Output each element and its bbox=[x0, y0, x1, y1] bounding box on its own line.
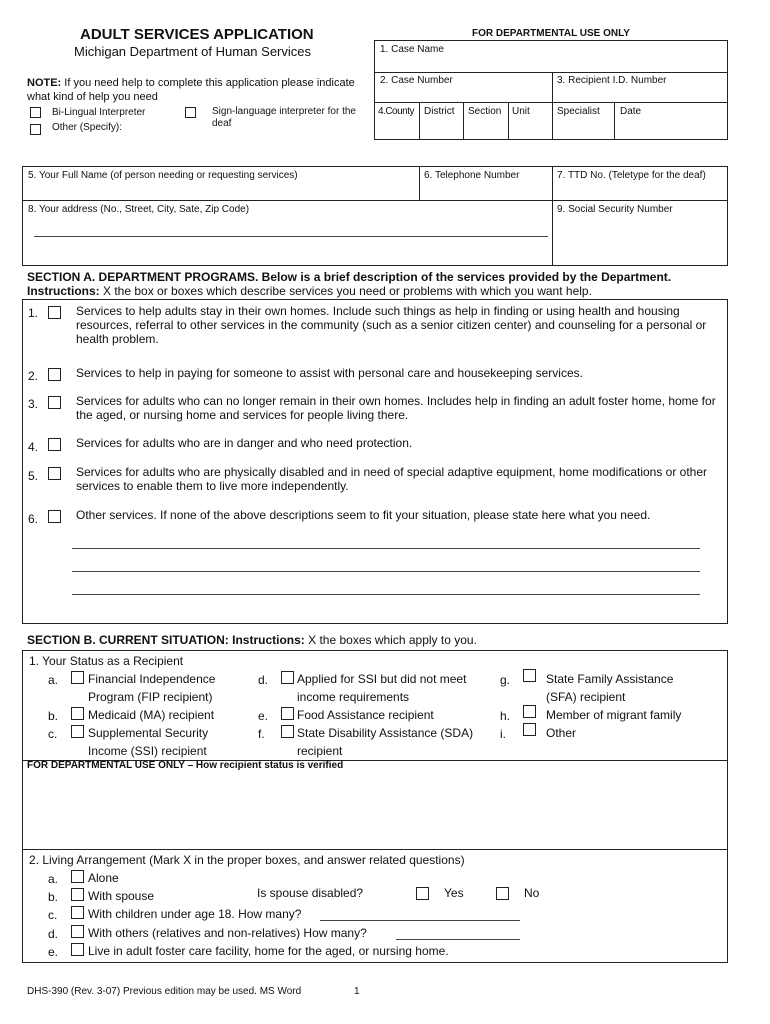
program-4-number: 4. bbox=[28, 440, 39, 454]
program-1-text: Services to help adults stay in their own homes. Include such things as help in finding or using health and housing resources, referral to other services in the community (such as a senior citizen center) and counseling for a personal or health problem. bbox=[76, 304, 707, 346]
living-facility-checkbox[interactable] bbox=[71, 943, 84, 956]
full-name-field[interactable]: 5. Your Full Name (of person needing or requesting services) bbox=[28, 170, 298, 181]
status-fip-checkbox[interactable] bbox=[71, 671, 84, 684]
program-5-number: 5. bbox=[28, 469, 39, 483]
section-a-instructions: Instructions: X the box or boxes which describe services you need or problems with which you want help. bbox=[27, 284, 592, 298]
spouse-disabled-yes-label: Yes bbox=[444, 886, 464, 900]
section-b-heading: SECTION B. CURRENT SITUATION: Instructions: X the boxes which apply to you. bbox=[27, 633, 477, 647]
departmental-box bbox=[374, 40, 728, 140]
spouse-disabled-yes-checkbox[interactable] bbox=[416, 887, 429, 900]
program-1-checkbox[interactable] bbox=[48, 306, 61, 319]
sign-language-label: Sign-language interpreter for the deaf bbox=[212, 106, 356, 129]
status-d-letter: d. bbox=[258, 673, 269, 687]
verify-status-label: FOR DEPARTMENTAL USE ONLY – How recipient status is verified bbox=[27, 760, 344, 771]
living-facility-label: Live in adult foster care facility, home for the aged, or nursing home. bbox=[88, 944, 449, 958]
status-other-label: Other bbox=[546, 726, 577, 740]
form-number: DHS-390 (Rev. 3-07) Previous edition may be used. MS Word bbox=[27, 986, 302, 997]
other-services-line-1[interactable] bbox=[72, 548, 700, 549]
form-subtitle: Michigan Department of Human Services bbox=[74, 44, 311, 59]
other-services-line-2[interactable] bbox=[72, 571, 700, 572]
recipient-id-field[interactable]: 3. Recipient I.D. Number bbox=[557, 75, 667, 86]
living-spouse-checkbox[interactable] bbox=[71, 888, 84, 901]
status-medicaid-checkbox[interactable] bbox=[71, 707, 84, 720]
program-5-text: Services for adults who are physically disabled and in need of special adaptive equipment, home modifications or other services to enable them to live more independently. bbox=[76, 465, 708, 493]
status-ssi-label-2: Income (SSI) recipient bbox=[88, 744, 207, 758]
status-f-letter: f. bbox=[258, 727, 265, 741]
status-fip-label-1: Financial Independence bbox=[88, 672, 216, 686]
status-g-letter: g. bbox=[500, 673, 511, 687]
living-b-letter: b. bbox=[48, 890, 59, 904]
living-d-letter: d. bbox=[48, 927, 59, 941]
sign-language-checkbox[interactable] bbox=[185, 107, 196, 118]
living-alone-checkbox[interactable] bbox=[71, 870, 84, 883]
status-food-label: Food Assistance recipient bbox=[297, 708, 434, 722]
status-title: 1. Your Status as a Recipient bbox=[29, 654, 184, 668]
program-6-number: 6. bbox=[28, 512, 39, 526]
program-2-checkbox[interactable] bbox=[48, 368, 61, 381]
living-children-checkbox[interactable] bbox=[71, 906, 84, 919]
section-a-box bbox=[22, 299, 728, 624]
living-title: 2. Living Arrangement (Mark X in the proper boxes, and answer related questions) bbox=[29, 853, 465, 867]
bilingual-checkbox[interactable] bbox=[30, 107, 41, 118]
page-number: 1 bbox=[354, 986, 360, 997]
status-ssi-applied-checkbox[interactable] bbox=[281, 671, 294, 684]
status-i-letter: i. bbox=[500, 727, 506, 741]
status-ssi-label-1: Supplemental Security bbox=[88, 726, 209, 740]
others-count-line[interactable] bbox=[396, 939, 520, 940]
status-sda-label-1: State Disability Assistance (SDA) bbox=[297, 726, 474, 740]
section-field[interactable]: Section bbox=[468, 106, 502, 117]
county-field[interactable]: 4.County bbox=[378, 106, 415, 117]
living-children-label: With children under age 18. How many? bbox=[88, 907, 302, 921]
status-a-letter: a. bbox=[48, 673, 59, 687]
status-fip-label-2: Program (FIP recipient) bbox=[88, 690, 213, 704]
other-help-checkbox[interactable] bbox=[30, 124, 41, 135]
living-c-letter: c. bbox=[48, 908, 58, 922]
date-field[interactable]: Date bbox=[620, 106, 642, 117]
living-alone-label: Alone bbox=[88, 871, 119, 885]
status-c-letter: c. bbox=[48, 727, 58, 741]
status-ssi-applied-label-2: income requirements bbox=[297, 690, 410, 704]
living-e-letter: e. bbox=[48, 945, 59, 959]
ttd-field[interactable]: 7. TTD No. (Teletype for the deaf) bbox=[557, 170, 706, 181]
other-specify-label: Other (Specify): bbox=[52, 122, 123, 133]
other-services-line-3[interactable] bbox=[72, 594, 700, 595]
status-food-checkbox[interactable] bbox=[281, 707, 294, 720]
status-sfa-label-1: State Family Assistance bbox=[546, 672, 674, 686]
bilingual-label: Bi-Lingual Interpreter bbox=[52, 107, 146, 118]
program-3-checkbox[interactable] bbox=[48, 396, 61, 409]
program-2-number: 2. bbox=[28, 369, 39, 383]
living-others-checkbox[interactable] bbox=[71, 925, 84, 938]
address-line bbox=[34, 236, 548, 237]
status-medicaid-label: Medicaid (MA) recipient bbox=[88, 708, 215, 722]
telephone-field[interactable]: 6. Telephone Number bbox=[424, 170, 520, 181]
program-6-checkbox[interactable] bbox=[48, 510, 61, 523]
form-title: ADULT SERVICES APPLICATION bbox=[80, 26, 314, 43]
living-others-label: With others (relatives and non-relatives) How many? bbox=[88, 926, 367, 940]
spouse-disabled-no-checkbox[interactable] bbox=[496, 887, 509, 900]
case-name-field[interactable]: 1. Case Name bbox=[380, 44, 444, 55]
program-5-checkbox[interactable] bbox=[48, 467, 61, 480]
children-count-line[interactable] bbox=[320, 920, 520, 921]
living-a-letter: a. bbox=[48, 872, 59, 886]
status-sda-checkbox[interactable] bbox=[281, 725, 294, 738]
ssn-field[interactable]: 9. Social Security Number bbox=[557, 204, 673, 215]
program-2-text: Services to help in paying for someone to assist with personal care and housekeeping services. bbox=[76, 366, 583, 380]
address-field[interactable]: 8. Your address (No., Street, City, Sate, Zip Code) bbox=[28, 204, 250, 215]
spouse-disabled-question: Is spouse disabled? bbox=[257, 886, 364, 900]
program-3-text: Services for adults who can no longer remain in their own homes. Includes help in finding an adult foster home, home for the aged, or nursing home and services for people living there. bbox=[76, 394, 716, 422]
help-note: NOTE: If you need help to complete this application please indicate what kind of help you need bbox=[27, 77, 355, 103]
status-sfa-checkbox[interactable] bbox=[523, 669, 536, 682]
program-6-text: Other services. If none of the above descriptions seem to fit your situation, please state here what you need. bbox=[76, 508, 651, 522]
spouse-disabled-no-label: No bbox=[524, 886, 540, 900]
status-ssi-applied-label-1: Applied for SSI but did not meet bbox=[297, 672, 467, 686]
status-migrant-label: Member of migrant family bbox=[546, 708, 682, 722]
status-migrant-checkbox[interactable] bbox=[523, 705, 536, 718]
status-h-letter: h. bbox=[500, 709, 511, 723]
status-e-letter: e. bbox=[258, 709, 269, 723]
status-b-letter: b. bbox=[48, 709, 59, 723]
section-a-heading: SECTION A. DEPARTMENT PROGRAMS. Below is a brief description of the services provided by the Department. bbox=[27, 270, 672, 284]
applicant-info-box bbox=[22, 166, 728, 266]
program-4-checkbox[interactable] bbox=[48, 438, 61, 451]
status-sda-label-2: recipient bbox=[297, 744, 343, 758]
dept-use-label: FOR DEPARTMENTAL USE ONLY bbox=[472, 28, 630, 39]
district-field[interactable]: District bbox=[424, 106, 455, 117]
status-other-checkbox[interactable] bbox=[523, 723, 536, 736]
program-1-number: 1. bbox=[28, 306, 39, 320]
unit-field[interactable]: Unit bbox=[512, 106, 530, 117]
status-sfa-label-2: (SFA) recipient bbox=[546, 690, 626, 704]
specialist-field[interactable]: Specialist bbox=[557, 106, 600, 117]
living-spouse-label: With spouse bbox=[88, 889, 155, 903]
case-number-field[interactable]: 2. Case Number bbox=[380, 75, 453, 86]
program-4-text: Services for adults who are in danger and who need protection. bbox=[76, 436, 413, 450]
status-ssi-checkbox[interactable] bbox=[71, 725, 84, 738]
program-3-number: 3. bbox=[28, 397, 39, 411]
